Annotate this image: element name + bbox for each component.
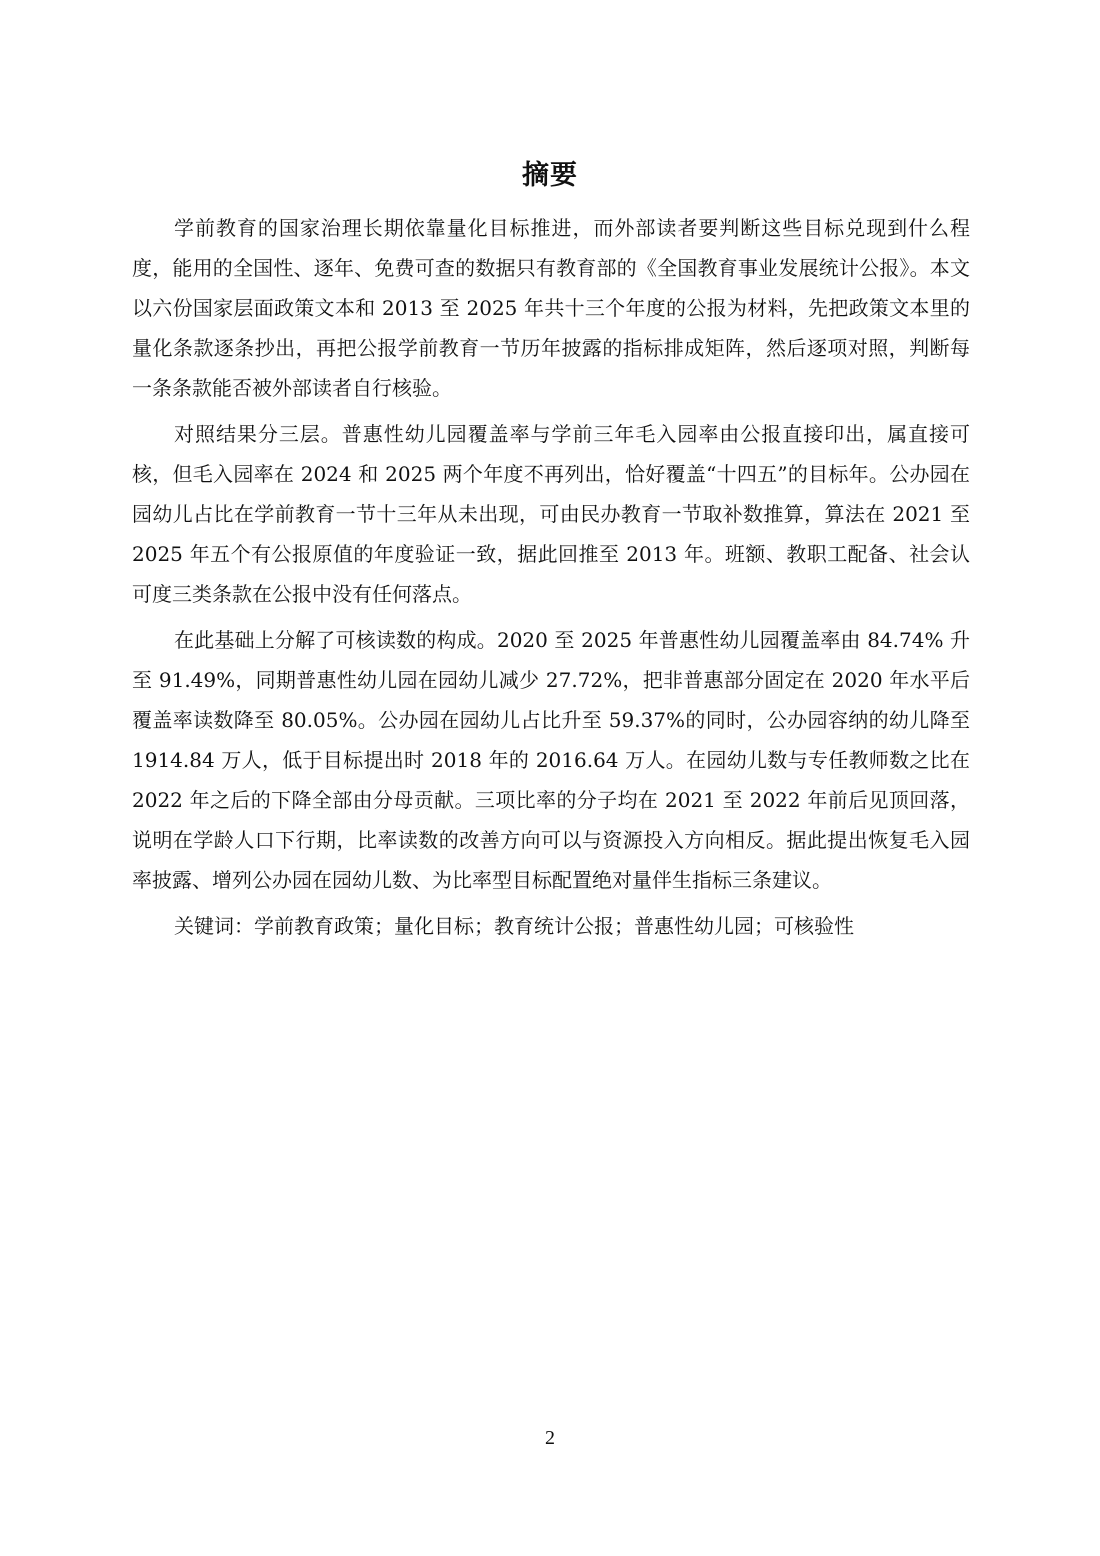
abstract-paragraph-1: 学前教育的国家治理长期依靠量化目标推进，而外部读者要判断这些目标兑现到什么程度，能用的全国性、逐年、免费可查的数据只有教育部的《全国教育事业发展统计公报》。本文以六份国家层面政策文本和 2013 至 2025 年共十三个年度的公报为材料，先把政策文本里的量化条款逐条抄出，再把公报学前教育一节历年披露的指标排成矩阵，然后逐项对照，判断每一条条款能否被外部读者自行核验。	[132, 216, 970, 400]
page-number: 2	[545, 1427, 555, 1449]
abstract-paragraph-2: 对照结果分三层。普惠性幼儿园覆盖率与学前三年毛入园率由公报直接印出，属直接可核，但毛入园率在 2024 和 2025 两个年度不再列出，恰好覆盖“十四五”的目标年。公办园在园幼儿占比在学前教育一节十三年从未出现，可由民办教育一节取补数推算，算法在 2021 至 2025 年五个有公报原值的年度验证一致，据此回推至 2013 年。班额、教职工配备、社会认可度三类条款在公报中没有任何落点。	[132, 422, 970, 606]
abstract-paragraph-3: 在此基础上分解了可核读数的构成。2020 至 2025 年普惠性幼儿园覆盖率由 84.74% 升至 91.49%，同期普惠性幼儿园在园幼儿减少 27.72%，把非普惠部分固定在 2020 年水平后覆盖率读数降至 80.05%。公办园在园幼儿占比升至 59.37%的同时，公办园容纳的幼儿降至 1914.84 万人，低于目标提出时 2018 年的 2016.64 万人。在园幼儿数与专任教师数之比在 2022 年之后的下降全部由分母贡献。三项比率的分子均在 2021 至 2022 年前后见顶回落，说明在学龄人口下行期，比率读数的改善方向可以与资源投入方向相反。据此提出恢复毛入园率披露、增列公办园在园幼儿数、为比率型目标配置绝对量伴生指标三条建议。	[132, 628, 970, 892]
abstract-title: 摘要	[522, 160, 578, 192]
keywords-line: 关键词：学前教育政策；量化目标；教育统计公报；普惠性幼儿园；可核验性	[174, 914, 854, 938]
abstract-body	[132, 208, 970, 946]
